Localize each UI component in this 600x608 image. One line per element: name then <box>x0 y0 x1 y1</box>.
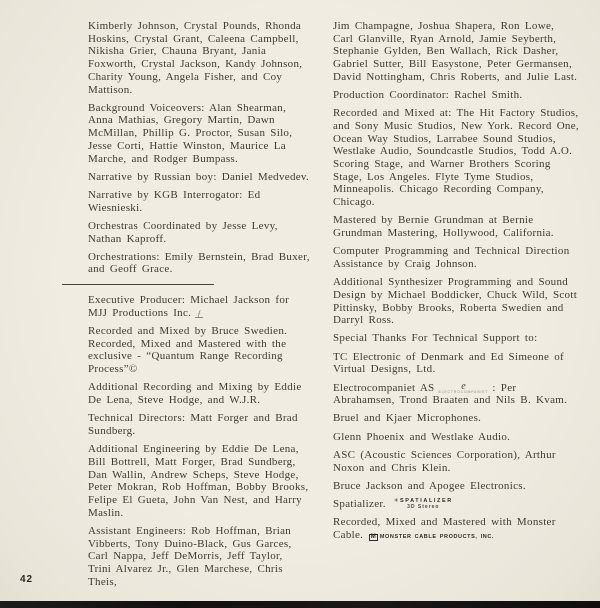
section-divider <box>62 284 214 285</box>
right-column <box>333 20 579 549</box>
credit-text: : Per Abrahamsen, Trond Braaten and Nils B. Kvam. <box>333 381 568 407</box>
spatializer-logo-subtext: 3D Stereo <box>407 504 440 511</box>
credit-paragraph: Mastered by Bernie Grundman at Bernie Grundman Mastering, Hollywood, California. <box>333 214 554 240</box>
credit-paragraph: Recorded and Mixed at: The Hit Factory Studios, and Sony Music Studios, New York. Record One, Ocean Way Studios, Larrabee Sound Studios, Westlake Audio, Soundcastle Studios, Todd A.O. Scoring Stage, and Warner Brothers Scoring Stage, Los Angeles. Flyte Tyme Studios, Minneapolis. Chicago Recording Company, Chicago. <box>333 107 579 209</box>
credit-paragraph <box>333 516 579 543</box>
credit-paragraph: Glenn Phoenix and Westlake Audio. <box>333 430 511 443</box>
spatializer-logo-text: ✳SPATIALIZER <box>393 498 453 505</box>
credit-text: Electrocompaniet AS <box>333 381 435 394</box>
credit-paragraph <box>333 382 579 407</box>
credit-paragraph: Technical Directors: Matt Forger and Brad Sundberg. <box>88 412 298 437</box>
credit-paragraph: Background Voiceovers: Alan Shearman, Anna Mathias, Gregory Martin, Dawn McMillan, Phillip G. Proctor, Susan Silo, Jesse Corti, Hattie Winston, Maurice La Marche, and Rodger Bumpass. <box>88 101 293 165</box>
credit-paragraph <box>333 498 579 511</box>
credit-paragraph: Additional Engineering by Eddie De Lena, Bill Bottrell, Matt Forger, Brad Sundberg, Dan Wallin, Andrew Scheps, Steve Hodge, Peter Mokran, Rob Hoffman, Bobby Brooks, Felipe El Gueta, John Van Nest, and Harry Maslin. <box>88 443 309 519</box>
credit-paragraph: Recorded and Mixed by Bruce Swedien. Recorded, Mixed and Mastered with the exclusive - “Quantum Range Recording Process”© <box>88 325 288 376</box>
credit-paragraph: Special Thanks For Technical Support to: <box>333 332 538 345</box>
credit-paragraph: Bruce Jackson and Apogee Electronics. <box>333 479 526 492</box>
credit-paragraph: Jim Champagne, Joshua Shapera, Ron Lowe, Carl Glanville, Ryan Arnold, Jamie Seyberth, Stephanie Gylden, Ben Wallach, Rick Dasher, Gabriel Sutter, Bill Easystone, Peter Germansen, David Nottingham, Chris Roberts, and Julie Last. <box>333 20 578 83</box>
credit-paragraph: Narrative by KGB Interrogator: Ed Wiesnieski. <box>88 188 261 214</box>
monster-cable-logo-icon <box>369 531 494 544</box>
mjj-productions-logo-icon: ƒ <box>197 308 202 318</box>
credit-paragraph: Orchestras Coordinated by Jesse Levy, Nathan Kaproff. <box>88 219 278 245</box>
credit-paragraph: Kimberly Johnson, Crystal Pounds, Rhonda Hoskins, Crystal Grant, Caleena Campbell, Nikisha Grier, Chauna Bryant, Jania Foxworth, Crystal Jackson, Kandy Johnson, Charity Young, Angela Fisher, and Coy Mattison. <box>88 20 303 96</box>
spatializer-logo-icon <box>394 498 453 510</box>
credit-paragraph: Orchestrations: Emily Bernstein, Brad Buxer, and Geoff Grace. <box>88 250 310 276</box>
page-number: 42 <box>20 574 34 585</box>
credit-paragraph: Additional Recording and Mixing by Eddie De Lena, Steve Hodge, and W.J.R. <box>88 381 302 407</box>
credit-text: Spatializer. <box>333 498 386 510</box>
credit-paragraph: Production Coordinator: Rachel Smith. <box>333 89 523 102</box>
electrocompaniet-logo-text: ELECTROCOMPANIET <box>438 389 489 394</box>
credit-paragraph: TC Electronic of Denmark and Ed Simeone of Virtual Designs, Ltd. <box>333 350 564 376</box>
credit-paragraph: Assistant Engineers: Rob Hoffman, Brian Vibberts, Tony Duino-Black, Gus Garces, Carl Nappa, Jeff DeMorris, Jeff Taylor, Trini Alvarez Jr., Glen Marchese, Chris Theis, <box>88 524 292 588</box>
credit-paragraph <box>88 294 310 319</box>
credit-paragraph: Additional Synthesizer Programming and Sound Design by Michael Boddicker, Chuck Wild, Scott Pittinsky, Bobby Brooks, Roberta Swedien and Darryl Ross. <box>333 276 578 327</box>
credit-paragraph: Narrative by Russian boy: Daniel Medvedev. <box>88 170 310 183</box>
credit-paragraph: ASC (Acoustic Sciences Corporation), Arthur Noxon and Chris Klein. <box>333 448 556 474</box>
monster-cable-mark: M <box>370 533 377 540</box>
credit-text: Executive Producer: Michael Jackson for MJJ Productions Inc. <box>88 294 290 319</box>
left-column <box>88 20 310 594</box>
credit-text: Recorded, Mixed and Mastered with Monster Cable. <box>333 516 556 541</box>
credit-paragraph: Bruel and Kjaer Microphones. <box>333 412 482 425</box>
electrocompaniet-logo-icon <box>438 380 489 394</box>
scan-edge-band <box>0 601 600 608</box>
credit-paragraph: Computer Programming and Technical Direction Assistance by Craig Johnson. <box>333 245 570 270</box>
monster-cable-logo-text: MONSTER CABLE PRODUCTS, INC. <box>379 533 495 540</box>
electrocompaniet-mark: e <box>461 380 466 392</box>
